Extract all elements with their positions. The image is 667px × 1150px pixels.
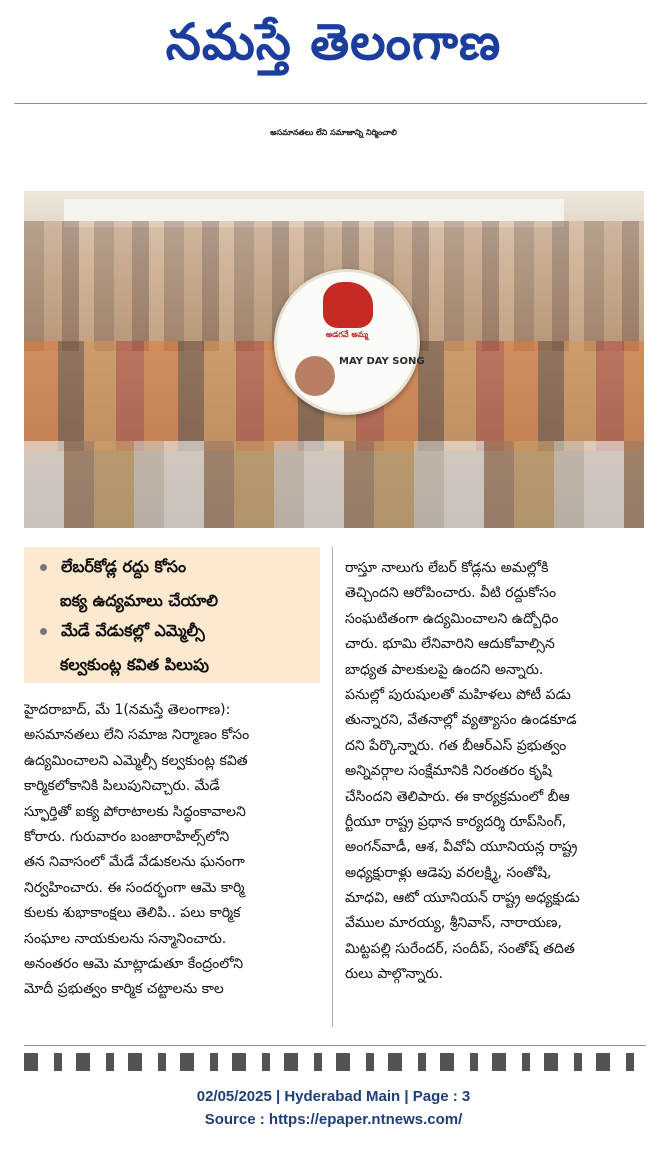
masthead-title: నమస్తే తెలంగాణ bbox=[165, 12, 502, 71]
article-line: స్ఫూర్తితో ఐక్య పోరాటాలకు సిద్ధంకావాలని bbox=[24, 803, 246, 820]
article-line: సంఘటితంగా ఉద్యమించాలని ఉద్బోధిం bbox=[345, 610, 559, 627]
article-line: మోదీ ప్రభుత్వం కార్మిక చట్టాలను కాల bbox=[24, 981, 224, 998]
article-line: దని పేర్కొన్నారు. గత బీఆర్‌ఎస్ ప్రభుత్వం bbox=[345, 737, 567, 754]
article-line: హైదరాబాద్, మే 1(నమస్తే తెలంగాణ): bbox=[24, 702, 231, 718]
article-line: ఉద్యమించాలని ఎమ్మెల్సీ కల్వకుంట్ల కవిత bbox=[24, 752, 248, 769]
article-line: ర్టీయూ రాష్ట్ర ప్రధాన కార్యదర్శి రూప్‌సింగ్, bbox=[345, 813, 567, 830]
poster-portrait bbox=[295, 356, 335, 396]
article-line: అన్నివర్గాల సంక్షేమానికి నిరంతరం కృషి bbox=[345, 763, 552, 780]
article-line: చారు. భూమి లేనివారిని ఆదుకోవాల్సిన bbox=[345, 636, 555, 653]
newspaper-masthead bbox=[0, 0, 667, 96]
article-line: కార్మికలోకానికి పిలుపునిచ్చారు. మేడే bbox=[24, 778, 220, 795]
article-line: అధ్యక్షురాళ్లు ఆడెపు వరలక్ష్మి, సంతోషి, bbox=[345, 864, 552, 881]
bullet-icon bbox=[40, 628, 47, 635]
highlight-line: మేడే వేడుకల్లో ఎమ్మెల్సీ bbox=[61, 621, 205, 640]
may-day-song-poster bbox=[274, 269, 425, 415]
article-line: తున్నారని, వేతనాల్లో వ్యత్యాసం ఉండకూడ bbox=[345, 712, 577, 729]
article-line: రులు పాల్గొన్నారు. bbox=[345, 966, 443, 983]
article-line: అంగన్‌వాడీ, ఆశ, వీవోఏ యూనియన్ల రాష్ట్ర bbox=[345, 839, 578, 856]
footer-date-line: 02/05/2025 | Hyderabad Main | Page : 3 bbox=[196, 1088, 471, 1105]
highlight-line: కల్వకుంట్ల కవిత పిలుపు bbox=[60, 655, 209, 674]
article-line: చేసిందని తెలిపారు. ఈ కార్యక్రమంలో బీఆ bbox=[345, 788, 570, 805]
poster-title: అడగవే అమ్మ bbox=[325, 330, 369, 339]
article-photo bbox=[24, 191, 644, 528]
article-bottom-divider bbox=[24, 1045, 646, 1046]
article-line: అసమానతలు లేని సమాజ నిర్మాణం కోసం bbox=[24, 727, 250, 744]
article-column-left bbox=[24, 698, 324, 1003]
article-line: తెచ్చిందని ఆరోపించారు. వీటి రద్దుకోసం bbox=[345, 585, 557, 602]
cropped-next-headline bbox=[24, 1053, 646, 1071]
article-line: మిట్టపల్లి సురేందర్, సందీప్, సంతోష్ తదిత bbox=[345, 940, 575, 957]
article-line: సంఘాల నాయకులను సన్మానించారు. bbox=[24, 930, 227, 947]
article-line: మాధవి, ఆటో యూనియన్ రాష్ట్ర అధ్యక్షుడు bbox=[345, 890, 580, 907]
article-line: వేముల మారయ్య, శ్రీనివాస్, నారాయణ, bbox=[345, 915, 562, 932]
highlight-item bbox=[40, 557, 219, 610]
highlight-item bbox=[40, 621, 209, 674]
article-headline: అసమానతలు లేని సమాజాన్ని నిర్మించాలి bbox=[270, 128, 397, 137]
article-line: బాధ్యత పాలకులపై ఉందని అన్నారు. bbox=[345, 661, 544, 678]
article-line: నిర్వహించారు. ఈ సందర్భంగా ఆమె కార్మి bbox=[24, 879, 245, 896]
masthead-divider bbox=[14, 103, 647, 104]
article-line: పనుల్లో పురుషులతో మహిళలు పోటీ పడు bbox=[345, 686, 571, 703]
bullet-icon bbox=[40, 564, 47, 571]
article-line: రాస్తూ నాలుగు లేబర్ కోడ్లను అమల్లోకి bbox=[345, 560, 549, 576]
highlights-box bbox=[24, 547, 320, 683]
highlight-line: లేబర్‌కోడ్ల రద్దు కోసం bbox=[61, 557, 187, 576]
article-line: కోరారు. గురువారం బంజారాహిల్స్‌లోని bbox=[24, 828, 230, 845]
photo-crowd-front bbox=[24, 441, 644, 528]
article-line: అనంతరం ఆమె మాట్లాడుతూ కేంద్రంలోని bbox=[24, 955, 244, 972]
article-line: తన నివాసంలో మేడే వేడుకలను ఘనంగా bbox=[24, 854, 245, 871]
article-line: కులకు శుభాకాంక్షలు తెలిపి.. పలు కార్మిక bbox=[24, 905, 241, 922]
poster-subtitle: MAY DAY SONG bbox=[339, 356, 425, 367]
footer-source-line: Source : https://epaper.ntnews.com/ bbox=[204, 1111, 463, 1128]
raised-fist-graphic bbox=[323, 282, 373, 328]
column-divider bbox=[332, 547, 333, 1027]
highlight-line: ఐక్య ఉద్యమాలు చేయాలి bbox=[60, 591, 219, 610]
article-column-right bbox=[345, 556, 645, 988]
